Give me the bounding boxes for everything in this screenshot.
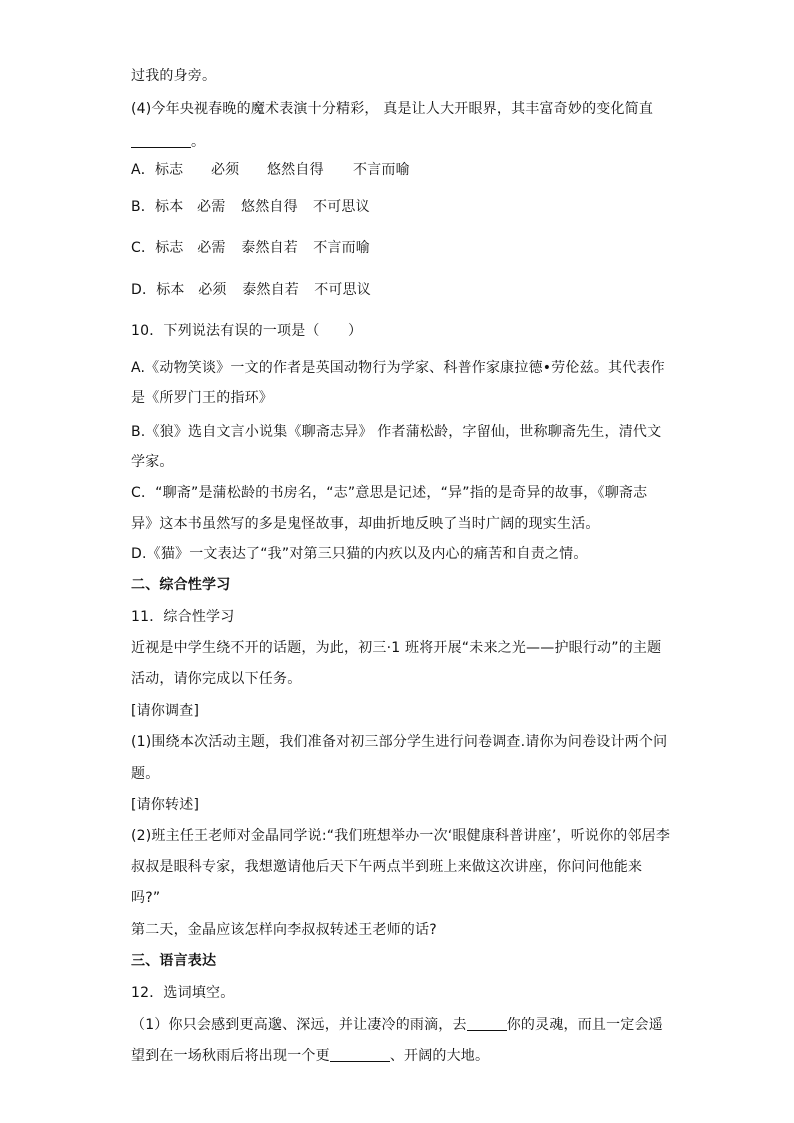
option-word: 必须 bbox=[198, 282, 227, 298]
answer-blank bbox=[131, 133, 191, 148]
q9-item4-suffix: 。 bbox=[191, 134, 206, 150]
option-word: 泰然自若 bbox=[241, 240, 298, 256]
option-word: 不言而喻 bbox=[313, 240, 370, 256]
q12-item1-line2 bbox=[131, 1046, 489, 1066]
option-word: 必需 bbox=[197, 240, 226, 256]
option-letter: B． bbox=[131, 199, 156, 215]
option-word: 不可思议 bbox=[314, 282, 371, 298]
q10-option-b-line2: 学家。 bbox=[131, 454, 174, 470]
option-word: 不言而喻 bbox=[352, 162, 410, 178]
section-2-title: 二、综合性学习 bbox=[131, 577, 231, 593]
q11-tag-survey: [请你调查] bbox=[131, 703, 200, 719]
q10-option-c-line2: 异》这本书虽然写的多是鬼怪故事，却曲折地反映了当时广阔的现实生活。 bbox=[131, 516, 600, 532]
option-word: 悠然自得 bbox=[241, 199, 298, 215]
q12-item1-line2-prefix: 望到在一场秋雨后将出现一个更 bbox=[131, 1048, 330, 1064]
q11-sub2-line1: (2)班主任王老师对金晶同学说:“我们班想举办一次‘眼健康科普讲座’，听说你的邻居李 bbox=[131, 828, 671, 844]
q12-item1-line1-suffix: 你的灵魂，而且一定会遥 bbox=[506, 1017, 663, 1033]
q11-sub1-line2: 题。 bbox=[131, 766, 160, 782]
q9-item4-line1: (4)今年央视春晚的魔术表演十分精彩， 真是让人大开眼界，其丰富奇妙的变化简直 bbox=[131, 101, 654, 117]
option-letter: A． bbox=[131, 162, 155, 178]
option-word: 悠然自得 bbox=[266, 162, 324, 178]
q11-intro-line2: 活动，请你完成以下任务。 bbox=[131, 671, 302, 687]
q10-option-b-line1: B.《狼》选自文言小说集《聊斋志异》 作者蒲松龄，字留仙，世称聊斋先生，清代文 bbox=[131, 424, 662, 440]
option-letter: D． bbox=[131, 282, 157, 298]
q10-option-a-line2: 是《所罗门王的指环》 bbox=[131, 390, 273, 406]
q11-sub1-line1: (1)围绕本次活动主题，我们准备对初三部分学生进行问卷调查.请你为问卷设计两个问 bbox=[131, 734, 668, 750]
q12-item1-line1-prefix: （1）你只会感到更高邈、深远，并让凄冷的雨滴，去 bbox=[131, 1017, 467, 1033]
q9-option-c bbox=[131, 238, 370, 258]
option-word: 标志 bbox=[155, 240, 184, 256]
answer-blank bbox=[330, 1047, 390, 1062]
q12-stem: 12．选词填空。 bbox=[131, 985, 235, 1001]
option-word: 必须 bbox=[210, 162, 240, 178]
option-word: 泰然自若 bbox=[242, 282, 299, 298]
q12-item1-line2-suffix: 、开阔的大地。 bbox=[389, 1048, 490, 1064]
option-word: 标志 bbox=[154, 162, 184, 178]
option-word: 必需 bbox=[197, 199, 226, 215]
q11-stem: 11．综合性学习 bbox=[131, 609, 235, 625]
q11-tag-relay: [请你转述] bbox=[131, 797, 200, 813]
option-letter: C． bbox=[131, 240, 156, 256]
q11-sub2-line4: 第二天，金晶应该怎样向李叔叔转述王老师的话? bbox=[131, 922, 437, 938]
q10-option-d: D.《猫》一文表达了“我”对第三只猫的内疚以及内心的痛苦和自责之情。 bbox=[131, 546, 588, 562]
q11-sub2-line2: 叔叔是眼科专家，我想邀请他后天下午两点半到班上来做这次讲座，你问问他能来 bbox=[131, 859, 643, 875]
section-3-title: 三、语言表达 bbox=[131, 953, 217, 969]
option-word: 标本 bbox=[155, 199, 184, 215]
q10-stem: 10．下列说法有误的一项是（ ） bbox=[131, 323, 363, 339]
q9-item4-line2 bbox=[131, 132, 205, 152]
q9-prev-line-tail: 过我的身旁。 bbox=[131, 68, 217, 84]
q11-sub2-line3: 吗?” bbox=[131, 890, 161, 906]
option-word: 不可思议 bbox=[313, 199, 370, 215]
q11-intro-line1: 近视是中学生绕不开的话题，为此，初三·1 班将开展“未来之光——护眼行动”的主题 bbox=[131, 640, 662, 656]
q9-option-a bbox=[131, 160, 410, 180]
q12-item1-line1 bbox=[131, 1015, 663, 1035]
q10-option-a-line1: A.《动物笑谈》一文的作者是英国动物行为学家、科普作家康拉德•劳伦兹。其代表作 bbox=[131, 360, 665, 376]
q10-option-c-line1: C．“聊斋”是蒲松龄的书房名，“志”意思是记述，“异”指的是奇异的故事，《聊斋志 bbox=[131, 485, 648, 501]
option-word: 标本 bbox=[156, 282, 185, 298]
answer-blank bbox=[467, 1016, 507, 1031]
q9-option-d bbox=[131, 280, 371, 300]
q9-option-b bbox=[131, 197, 370, 217]
